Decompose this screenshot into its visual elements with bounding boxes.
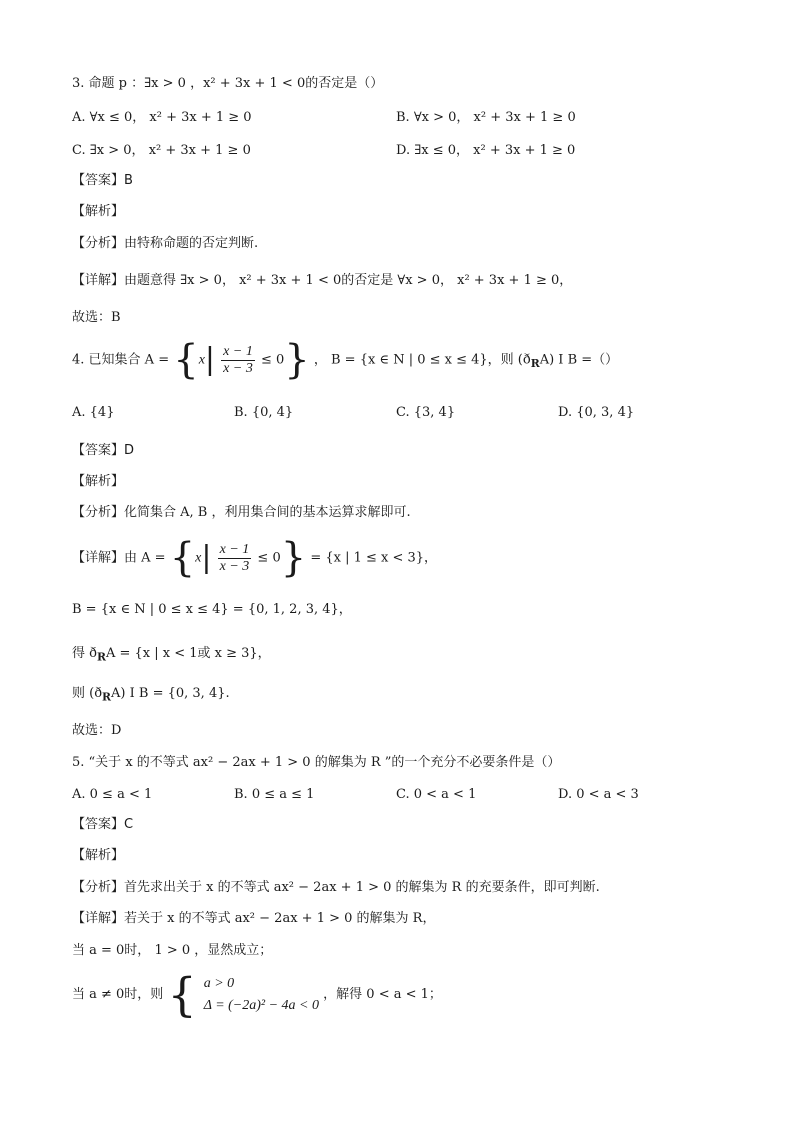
q5-case-2-result: ，解得 0 < a < 1； bbox=[323, 987, 442, 1002]
q4-detail-result: = {x | 1 ≤ x < 3}， bbox=[310, 550, 438, 566]
q5-option-d: D. 0 < a < 3 bbox=[558, 787, 639, 802]
q4-stem-text-2: ， B = {x ∈ N | 0 ≤ x ≤ 4}，则 (ð bbox=[313, 352, 531, 368]
q4-choice: 故选：D bbox=[72, 723, 122, 738]
q3-option-a: A. ∀x ≤ 0， x² + 3x + 1 ≥ 0 bbox=[72, 110, 252, 125]
q3-answer: 【答案】B bbox=[72, 173, 133, 188]
q5-analysis: 【分析】首先求出关于 x 的不等式 ax² − 2ax + 1 > 0 的解集为 R 的充要条件，即可判断. bbox=[72, 880, 600, 895]
q5-option-c: C. 0 < a < 1 bbox=[396, 787, 477, 802]
q3-option-c: C. ∃x > 0， x² + 3x + 1 ≥ 0 bbox=[72, 143, 251, 158]
q4-detail-4 bbox=[72, 684, 230, 708]
right-brace: } bbox=[284, 337, 310, 383]
q4-option-b: B. {0, 4} bbox=[234, 405, 294, 420]
q4-detail-4-subscript: R bbox=[102, 690, 112, 704]
q4-detail-3 bbox=[72, 644, 271, 668]
left-brace: { bbox=[167, 967, 197, 1022]
q3-analysis: 【分析】由特称命题的否定判断. bbox=[72, 236, 259, 251]
right-brace: } bbox=[280, 535, 307, 581]
q4-option-a: A. {4} bbox=[72, 405, 115, 420]
q4-detail-3-subscript: R bbox=[96, 650, 106, 664]
q4-stem-var: x bbox=[198, 352, 205, 368]
fraction-numerator: x − 1 bbox=[223, 343, 253, 359]
q4-stem-text-3: A) I B =（） bbox=[539, 352, 619, 368]
q4-analysis-heading: 【解析】 bbox=[72, 474, 125, 489]
q5-answer: 【答案】C bbox=[72, 817, 134, 832]
fraction-numerator: x − 1 bbox=[219, 541, 250, 557]
q4-detail-4-text: 则 (ð bbox=[72, 686, 103, 701]
q4-detail-var: x bbox=[195, 550, 202, 566]
q3-option-d: D. ∃x ≤ 0， x² + 3x + 1 ≥ 0 bbox=[396, 143, 576, 158]
q4-answer: 【答案】D bbox=[72, 443, 135, 458]
q3-choice: 故选：B bbox=[72, 310, 121, 325]
q4-detail-2: B = {x ∈ N | 0 ≤ x ≤ 4} = {0, 1, 2, 3, 4}， bbox=[72, 602, 352, 617]
q5-system bbox=[199, 973, 319, 1017]
fraction-denominator: x − 3 bbox=[223, 360, 253, 376]
q4-detail-1: 【详解】由 A = {x| $\frac{x - 1}{x - 3}$ ≤ 0} = {x | 1 ≤ x < 3}， bbox=[72, 535, 438, 581]
system-line-1: a > 0 bbox=[203, 975, 235, 991]
q4-option-d: D. {0, 3, 4} bbox=[558, 405, 635, 420]
fraction-denominator: x − 3 bbox=[219, 558, 250, 574]
q5-option-b: B. 0 ≤ a ≤ 1 bbox=[234, 787, 315, 802]
q4-detail-3-text: 得 ð bbox=[72, 646, 97, 661]
q4-detail-ineq: ≤ 0 bbox=[257, 550, 281, 566]
q4-stem-fraction bbox=[221, 344, 255, 377]
q5-analysis-heading: 【解析】 bbox=[72, 848, 125, 863]
q3-detail: 【详解】由题意得 ∃x > 0， x² + 3x + 1 < 0的否定是 ∀x > 0， x² + 3x + 1 ≥ 0， bbox=[72, 273, 573, 288]
left-brace: { bbox=[169, 535, 196, 581]
q4-option-c: C. {3, 4} bbox=[396, 405, 456, 420]
q5-option-a: A. 0 ≤ a < 1 bbox=[72, 787, 153, 802]
q4-stem: 4. 已知集合 A = {x| $\frac{x - 1}{x - 3}$ ≤ 0} ， B = {x ∈ N | 0 ≤ x ≤ 4}，则 $(ð_RA)$ I B =（） bbox=[72, 337, 619, 383]
q4-analysis: 【分析】化简集合 A, B ，利用集合间的基本运算求解即可. bbox=[72, 505, 411, 520]
q3-stem: 3. 命题 p ：∃x > 0 ，x² + 3x + 1 < 0的否定是（） bbox=[72, 76, 384, 91]
q5-case-2-text: 当 a ≠ 0时，则 bbox=[72, 987, 164, 1002]
q5-stem: 5. “关于 x 的不等式 ax² − 2ax + 1 > 0 的解集为 R ”的一个充分不必要条件是（） bbox=[72, 755, 561, 770]
q4-stem-text: 4. 已知集合 A = bbox=[72, 352, 170, 368]
q4-stem-ineq: ≤ 0 bbox=[260, 352, 285, 368]
system-line-2: Δ = (−2a)² − 4a < 0 bbox=[203, 997, 320, 1013]
q3-analysis-heading: 【解析】 bbox=[72, 204, 125, 219]
left-brace: { bbox=[173, 337, 199, 383]
q4-detail-text: 【详解】由 A = bbox=[72, 550, 166, 566]
q4-detail-4-text-2: A) I B = {0, 3, 4}. bbox=[111, 686, 230, 701]
q3-option-b: B. ∀x > 0， x² + 3x + 1 ≥ 0 bbox=[396, 110, 576, 125]
q5-case-2 bbox=[72, 967, 442, 1022]
q5-detail: 【详解】若关于 x 的不等式 ax² − 2ax + 1 > 0 的解集为 R， bbox=[72, 911, 436, 926]
q4-detail-fraction bbox=[218, 542, 252, 575]
q5-case-1: 当 a = 0时， 1 > 0 ，显然成立； bbox=[72, 943, 273, 958]
q4-detail-3-text-2: A = {x | x < 1或 x ≥ 3}， bbox=[105, 646, 271, 661]
q4-stem-subscript: R bbox=[530, 357, 540, 371]
